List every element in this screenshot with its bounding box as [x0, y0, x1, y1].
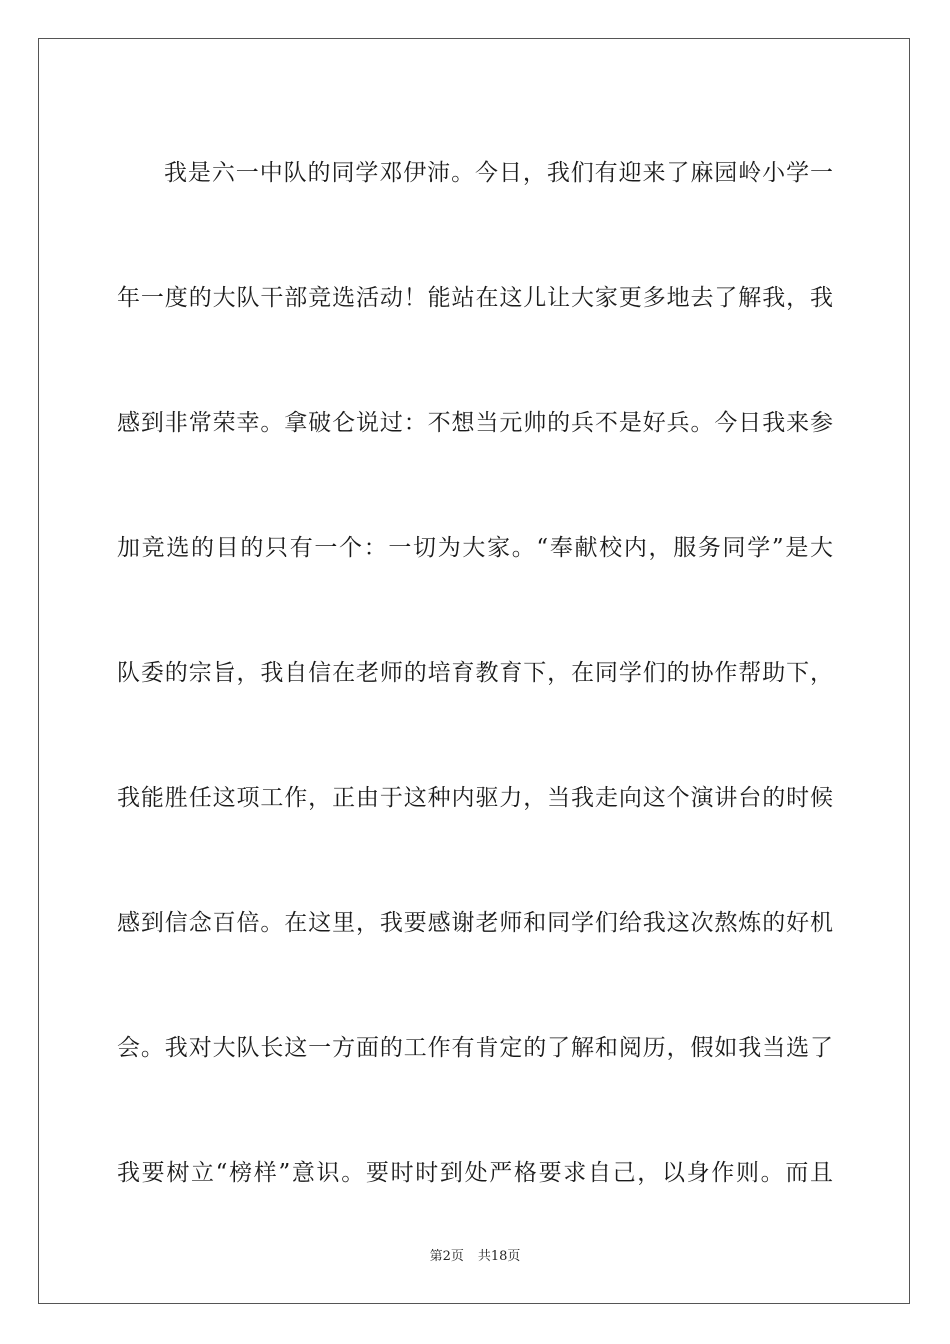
- page-frame: [38, 38, 910, 1304]
- page-number: 第2页: [429, 1249, 464, 1264]
- text-line: 加竞选的目的只有一个：一切为大家。“奉献校内，服务同学”是大: [117, 535, 833, 561]
- text-line: 我能胜任这项工作，正由于这种内驱力，当我走向这个演讲台的时候: [117, 785, 833, 811]
- text-line: 年一度的大队干部竞选活动！能站在这儿让大家更多地去了解我，我: [117, 285, 833, 311]
- total-pages: 共18页: [477, 1249, 521, 1264]
- text-line: 感到信念百倍。在这里，我要感谢老师和同学们给我这次熬炼的好机: [117, 910, 833, 936]
- text-line: 我是六一中队的同学邓伊沛。今日，我们有迎来了麻园岭小学一: [164, 160, 833, 186]
- page-footer: [39, 1248, 911, 1266]
- text-line: 队委的宗旨，我自信在老师的培育教育下，在同学们的协作帮助下，: [117, 660, 833, 686]
- text-line: 会。我对大队长这一方面的工作有肯定的了解和阅历，假如我当选了: [117, 1035, 833, 1061]
- text-line: 感到非常荣幸。拿破仑说过：不想当元帅的兵不是好兵。今日我来参: [117, 410, 833, 436]
- text-line: 我要树立“榜样”意识。要时时到处严格要求自己，以身作则。而且: [117, 1160, 833, 1186]
